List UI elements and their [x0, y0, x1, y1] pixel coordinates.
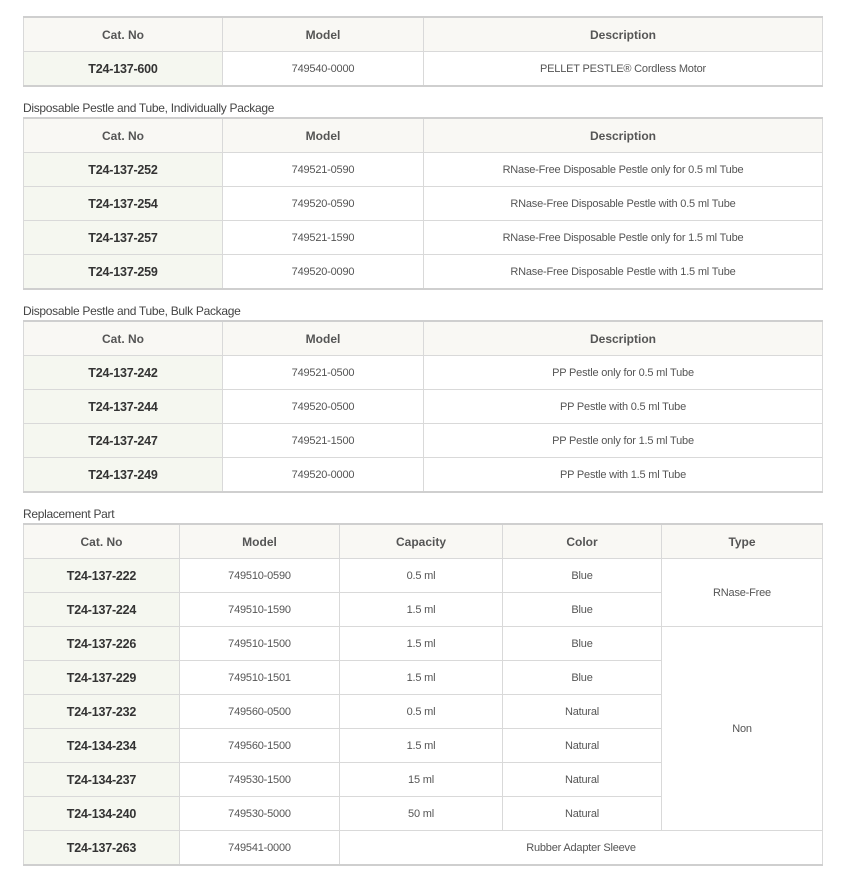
table-header-row — [24, 118, 823, 153]
header-capacity: Capacity — [340, 524, 503, 559]
table-row — [24, 153, 823, 187]
description-cell: PP Pestle with 1.5 ml Tube — [424, 458, 823, 493]
type-cell-rnase-free: RNase-Free — [662, 559, 823, 627]
header-type: Type — [662, 524, 823, 559]
table-row — [24, 255, 823, 290]
model-cell: 749510-1500 — [180, 627, 340, 661]
model-cell: 749521-0590 — [223, 153, 424, 187]
table-row — [24, 221, 823, 255]
cat-no-cell: T24-134-237 — [24, 763, 180, 797]
model-cell: 749520-0500 — [223, 390, 424, 424]
header-cat-no: Cat. No — [24, 524, 180, 559]
color-cell: Blue — [503, 593, 662, 627]
table-row — [24, 831, 823, 866]
header-description: Description — [424, 17, 823, 52]
header-model: Model — [223, 321, 424, 356]
cat-no-cell: T24-137-244 — [24, 390, 223, 424]
capacity-cell: 0.5 ml — [340, 695, 503, 729]
color-cell: Natural — [503, 729, 662, 763]
description-cell: RNase-Free Disposable Pestle with 0.5 ml Tube — [424, 187, 823, 221]
table-row — [24, 627, 823, 661]
header-model: Model — [180, 524, 340, 559]
model-cell: 749560-0500 — [180, 695, 340, 729]
table-header-row — [24, 524, 823, 559]
cat-no-cell: T24-137-242 — [24, 356, 223, 390]
color-cell: Blue — [503, 661, 662, 695]
model-cell: 749541-0000 — [180, 831, 340, 866]
table-bulk-package — [23, 320, 823, 493]
capacity-cell: 50 ml — [340, 797, 503, 831]
capacity-cell: 1.5 ml — [340, 627, 503, 661]
capacity-cell: 15 ml — [340, 763, 503, 797]
model-cell: 749521-1590 — [223, 221, 424, 255]
cat-no-cell: T24-137-224 — [24, 593, 180, 627]
table-row — [24, 187, 823, 221]
cat-no-cell: T24-137-600 — [24, 52, 223, 87]
model-cell: 749540-0000 — [223, 52, 424, 87]
capacity-cell: 1.5 ml — [340, 729, 503, 763]
table-header-row — [24, 321, 823, 356]
cat-no-cell: T24-137-249 — [24, 458, 223, 493]
cat-no-cell: T24-137-252 — [24, 153, 223, 187]
cat-no-cell: T24-137-226 — [24, 627, 180, 661]
color-cell: Natural — [503, 797, 662, 831]
type-cell-non: Non — [662, 627, 823, 831]
description-cell: PP Pestle only for 1.5 ml Tube — [424, 424, 823, 458]
cat-no-cell: T24-137-247 — [24, 424, 223, 458]
table-row — [24, 390, 823, 424]
model-cell: 749521-1500 — [223, 424, 424, 458]
cat-no-cell: T24-134-240 — [24, 797, 180, 831]
model-cell: 749560-1500 — [180, 729, 340, 763]
description-cell: RNase-Free Disposable Pestle with 1.5 ml Tube — [424, 255, 823, 290]
section-caption-replacement: Replacement Part — [23, 507, 115, 521]
cat-no-cell: T24-137-259 — [24, 255, 223, 290]
header-cat-no: Cat. No — [24, 118, 223, 153]
description-cell: RNase-Free Disposable Pestle only for 0.5 ml Tube — [424, 153, 823, 187]
cat-no-cell: T24-137-254 — [24, 187, 223, 221]
model-cell: 749520-0590 — [223, 187, 424, 221]
cat-no-cell: T24-137-232 — [24, 695, 180, 729]
color-cell: Natural — [503, 763, 662, 797]
table-row — [24, 559, 823, 593]
description-cell: PP Pestle with 0.5 ml Tube — [424, 390, 823, 424]
capacity-cell: 0.5 ml — [340, 559, 503, 593]
model-cell: 749530-1500 — [180, 763, 340, 797]
cat-no-cell: T24-137-222 — [24, 559, 180, 593]
description-cell: RNase-Free Disposable Pestle only for 1.5 ml Tube — [424, 221, 823, 255]
table-row — [24, 458, 823, 493]
table-header-row — [24, 17, 823, 52]
header-model: Model — [223, 17, 424, 52]
color-cell: Blue — [503, 559, 662, 593]
model-cell: 749521-0500 — [223, 356, 424, 390]
table-row — [24, 424, 823, 458]
table-replacement-part — [23, 523, 823, 866]
table-row — [24, 52, 823, 87]
cat-no-cell: T24-137-257 — [24, 221, 223, 255]
description-cell: PELLET PESTLE® Cordless Motor — [424, 52, 823, 87]
capacity-cell: 1.5 ml — [340, 661, 503, 695]
cat-no-cell: T24-134-234 — [24, 729, 180, 763]
header-model: Model — [223, 118, 424, 153]
color-cell: Blue — [503, 627, 662, 661]
model-cell: 749530-5000 — [180, 797, 340, 831]
table-cordless-motor — [23, 16, 823, 87]
model-cell: 749520-0090 — [223, 255, 424, 290]
model-cell: 749510-1590 — [180, 593, 340, 627]
model-cell: 749510-1501 — [180, 661, 340, 695]
header-cat-no: Cat. No — [24, 17, 223, 52]
header-color: Color — [503, 524, 662, 559]
capacity-cell: 1.5 ml — [340, 593, 503, 627]
description-cell: PP Pestle only for 0.5 ml Tube — [424, 356, 823, 390]
model-cell: 749510-0590 — [180, 559, 340, 593]
cat-no-cell: T24-137-263 — [24, 831, 180, 866]
header-cat-no: Cat. No — [24, 321, 223, 356]
cat-no-cell: T24-137-229 — [24, 661, 180, 695]
header-description: Description — [424, 321, 823, 356]
table-row — [24, 356, 823, 390]
header-description: Description — [424, 118, 823, 153]
table-individual-package — [23, 117, 823, 290]
section-caption-individual: Disposable Pestle and Tube, Individually Package — [23, 101, 275, 115]
section-caption-bulk: Disposable Pestle and Tube, Bulk Package — [23, 304, 241, 318]
description-cell: Rubber Adapter Sleeve — [340, 831, 823, 866]
color-cell: Natural — [503, 695, 662, 729]
model-cell: 749520-0000 — [223, 458, 424, 493]
